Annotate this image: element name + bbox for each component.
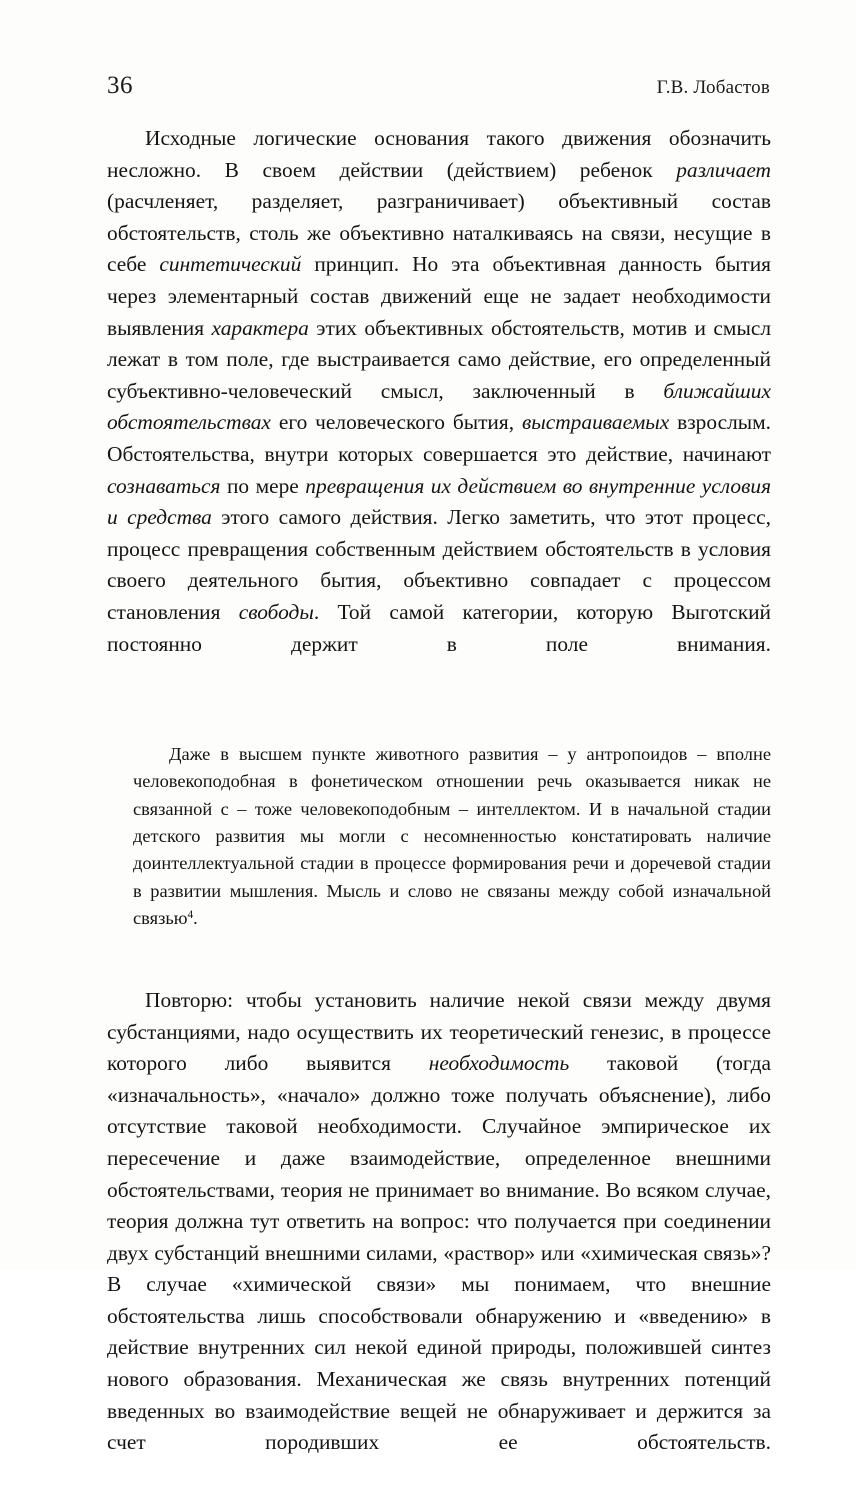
paragraph-first [107, 123, 771, 692]
body-text: Даже в высшем пункте животного развития – у антропоидов – вполне человекоподобная в фонетическом отношении речь оказывается никак не связанной с – тоже человекоподобным – интеллектом. И в начальной стадии детского развития мы могли с несомненностью констатировать наличие доинтеллектуальной стадии в процессе формирования речи и доречевой стадии в развитии мышления. Мысль и слово не связаны между собой изначальной связью [133, 743, 771, 929]
emphasis-text: выстраиваемых [521, 410, 670, 435]
blockquote-vygotsky [133, 741, 771, 960]
footnote-marker: 4 [187, 909, 194, 922]
emphasis-text: свободы [238, 599, 314, 624]
body-text: . [193, 908, 198, 929]
body-text: по мере [220, 473, 306, 498]
body-text: принцип. Но эта объективная данность бытия через элементарный состав движений еще не задает необходимости выявления [107, 252, 771, 340]
spacer-after-blockquote [107, 960, 771, 985]
running-header [107, 72, 770, 106]
emphasis-text: синтетический [159, 252, 302, 277]
page-number: 36 [107, 72, 133, 99]
emphasis-text: превращения их действием во внутренние условия и средства [107, 473, 772, 530]
body-text: этих объективных обстоятельств, мотив и смысл лежат в том поле, где выстраивается само действие, его определенный субъективно-человеческий смысл, заключенный в [107, 315, 771, 403]
body-text: Повторю: чтобы установить наличие некой связи между двумя субстанциями, надо осуществить их теоретический генезис, в процессе которого либо выявится [107, 987, 771, 1076]
emphasis-text: ближайших обстоятельствах [107, 378, 771, 435]
emphasis-text: сознаваться [107, 473, 221, 498]
paragraph-second [107, 985, 771, 1490]
running-head-author: Г.В. Лобастов [656, 77, 770, 98]
body-text: его человеческого бытия, [270, 410, 522, 435]
spacer-before-blockquote [107, 692, 771, 716]
body-text: взрослым. Обстоятельства, внутри которых совершается это действие, начинают [107, 410, 771, 466]
text-body [107, 123, 771, 1490]
body-text: таковой (тогда «изначальность», «начало» должно тоже получать объяснение), либо отсутствие таковой необходимости. Случайное эмпирическое их пересечение и даже взаимодействие, определенное внешними обстоятельствами, теория не принимает во внимание. Во всяком случае, теория должна тут ответить на вопрос: что получается при соединении двух субстанций внешними силами, «раствор» или «химическая связь»? В случае «химической связи» мы понимаем, что внешние обстоятельства лишь способствовали обнаружению и «введению» в действие внутренних сил некой единой природы, положившей синтез нового образования. Механическая же связь внутренних потенций введенных во взаимодействие вещей не обнаруживает и держится за счет породивших ее обстоятельств. [107, 1051, 771, 1455]
body-text: этого самого действия. Легко заметить, что этот процесс, процесс превращения собственным действием обстоятельств в условия своего деятельного бытия, объективно совпадает с процессом становления [107, 505, 771, 624]
emphasis-text: необходимость [428, 1051, 570, 1076]
body-text: (расчленяет, разделяет, разграничивает) объективный состав обстоятельств, столь же объективно наталкиваясь на связи, несущие в себе [107, 189, 771, 277]
emphasis-text: различает [676, 157, 771, 182]
body-text: Исходные логические основания такого движения обозначить несложно. В своем действии (действием) ребенок [107, 126, 771, 182]
emphasis-text: характера [211, 315, 309, 340]
body-text: . Той самой категории, которую Выготский постоянно держит в поле внимания. [107, 599, 772, 656]
